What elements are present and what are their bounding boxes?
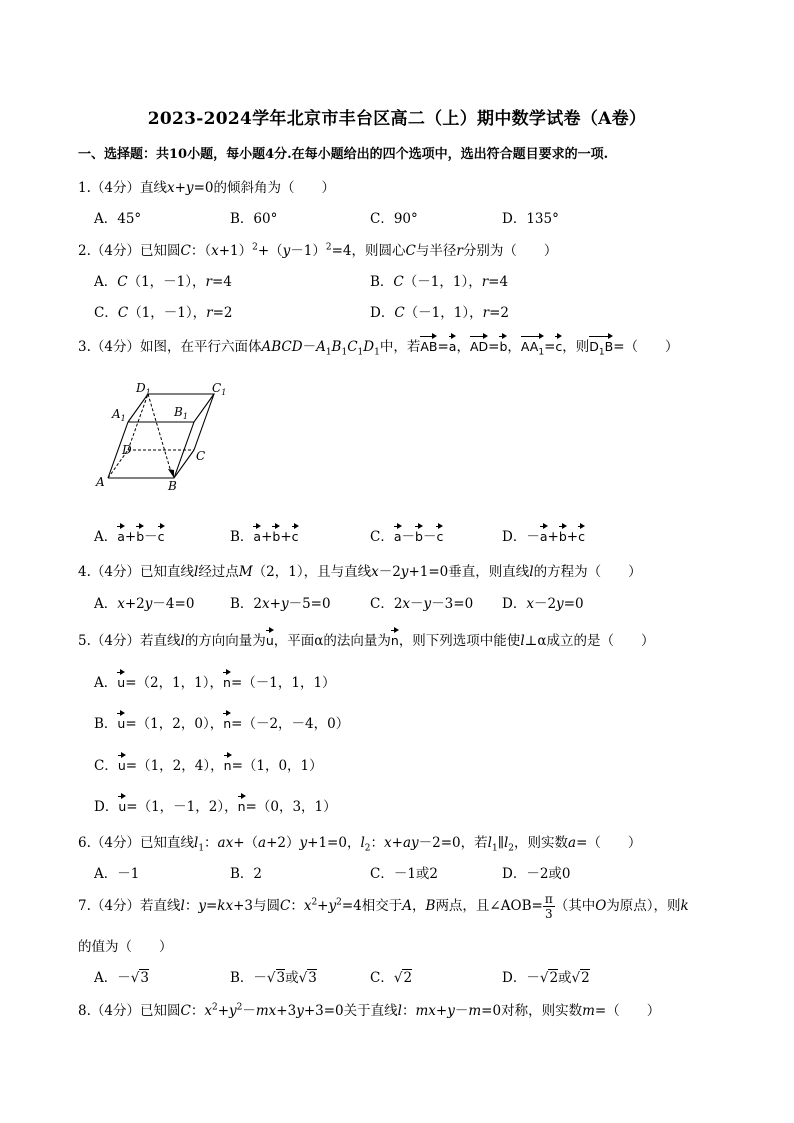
question-6-option-b: B．2 [230,866,263,882]
question-4-option-a: A．x+2y－4=0 [94,596,195,612]
question-6-option-d: D．－2或0 [502,866,571,882]
question-2-option-d: D．C（－1，1），r=2 [370,305,509,321]
question-2-stem: 2.（4分）已知圆C：$(x+1)^2+(y-1)^2=4$，则圆心C与半径r分别为（ ） [78,242,558,259]
question-7-option-b: B．－√3或√3 [230,970,317,986]
figure-label-b1: $B_1$ [174,405,188,421]
question-4-stem: 4.（4分）已知直线l经过点M（2，1），且与直线x－2y+1=0垂直，则直线l的方程为（ ） [78,564,642,580]
question-4-option-c: C．2x－y－3=0 [370,596,474,612]
question-6-option-c: C．－1或2 [370,866,439,882]
figure-label-c1: $C_1$ [212,381,227,397]
question-1-option-a: A．45° [94,211,142,227]
question-6-option-a: A．－1 [94,866,140,882]
question-1-stem: 1.（4分）直线x+y=0的倾斜角为（ ） [78,180,335,196]
parallelepiped-figure [90,380,240,495]
question-7-option-a: A．－√3 [94,970,149,986]
figure-label-a1: $A_1$ [112,407,126,423]
question-7-option-c: C．√2 [370,970,413,986]
question-7-stem: 7.（4分）若直线l：y=kx+3与圆C：$x^2+y^2=4$相交于A，B两点，且∠AOB= $\frac{\pi}{3}$ （其中O为原点），则k [78,892,689,921]
question-3-stem: 3.（4分）如图，在平行六面体$ABCD-A_1B_1C_1D_1$中，若AB=a，AD=b，$AA_1=c$，则$D_1B=$（ ） [78,334,679,358]
question-2-option-a: A．C（1，－1），r=4 [94,274,232,290]
question-2-option-c: C．C（1，－1），r=2 [94,305,233,321]
question-7-option-d: D．－√2或√2 [502,970,590,986]
question-2-option-b: B．C（－1，1），r=4 [370,274,509,290]
question-4-option-b: B．2x+y－5=0 [230,596,331,612]
question-4-option-d: D．x－2y=0 [502,596,584,612]
page-title: 2023-2024学年北京市丰台区高二（上）期中数学试卷（A卷） [147,109,647,129]
figure-label-b: B [168,479,177,493]
section-heading: 一、选择题：共10小题，每小题4分.在每小题给出的四个选项中，选出符合题目要求的一项. [78,147,609,162]
question-1-option-b: B．60° [230,211,278,227]
question-5-option-a: A．u=（2，1，1），n=（－1，1，1） [94,670,336,691]
question-1-option-d: D．135° [502,211,559,227]
question-7-stem-continued: 的值为（ ） [78,939,173,955]
figure-label-c: C [196,449,206,463]
figure-label-a: A [96,475,105,489]
question-3-option-a: A．a+b－c [94,524,165,545]
figure-label-d: D [122,443,132,457]
question-1-option-c: C．90° [370,211,418,227]
question-5-stem: 5.（4分）若直线l的方向向量为u，平面α的法向量为n，则下列选项中能使l⊥α成立的是（ ） [78,628,654,649]
question-6-stem: 6.（4分）已知直线$l_1$：ax+（a+2）y+1=0，$l_2$：x+ay－2=0，若$l_1\parallel l_2$，则实数a=（ ） [78,835,642,854]
question-8-stem: 8.（4分）已知圆C：$x^2+y^2-mx+3y+3=0$关于直线l：mx+y－m=0对称，则实数m=（ ） [78,1002,661,1019]
question-5-option-c: C．u=（1，2，4），n=（1，0，1） [94,753,323,774]
question-5-option-d: D．u=（1，－1，2），n=（0，3，1） [94,794,337,815]
question-5-option-b: B．u=（1，2，0），n=（－2，－4，0） [94,711,349,732]
question-3-option-d: D．－a+b+c [502,524,585,545]
question-3-option-b: B．a+b+c [230,524,299,545]
figure-label-d1: $D_1$ [136,381,151,397]
question-3-option-c: C．a－b－c [370,524,443,545]
